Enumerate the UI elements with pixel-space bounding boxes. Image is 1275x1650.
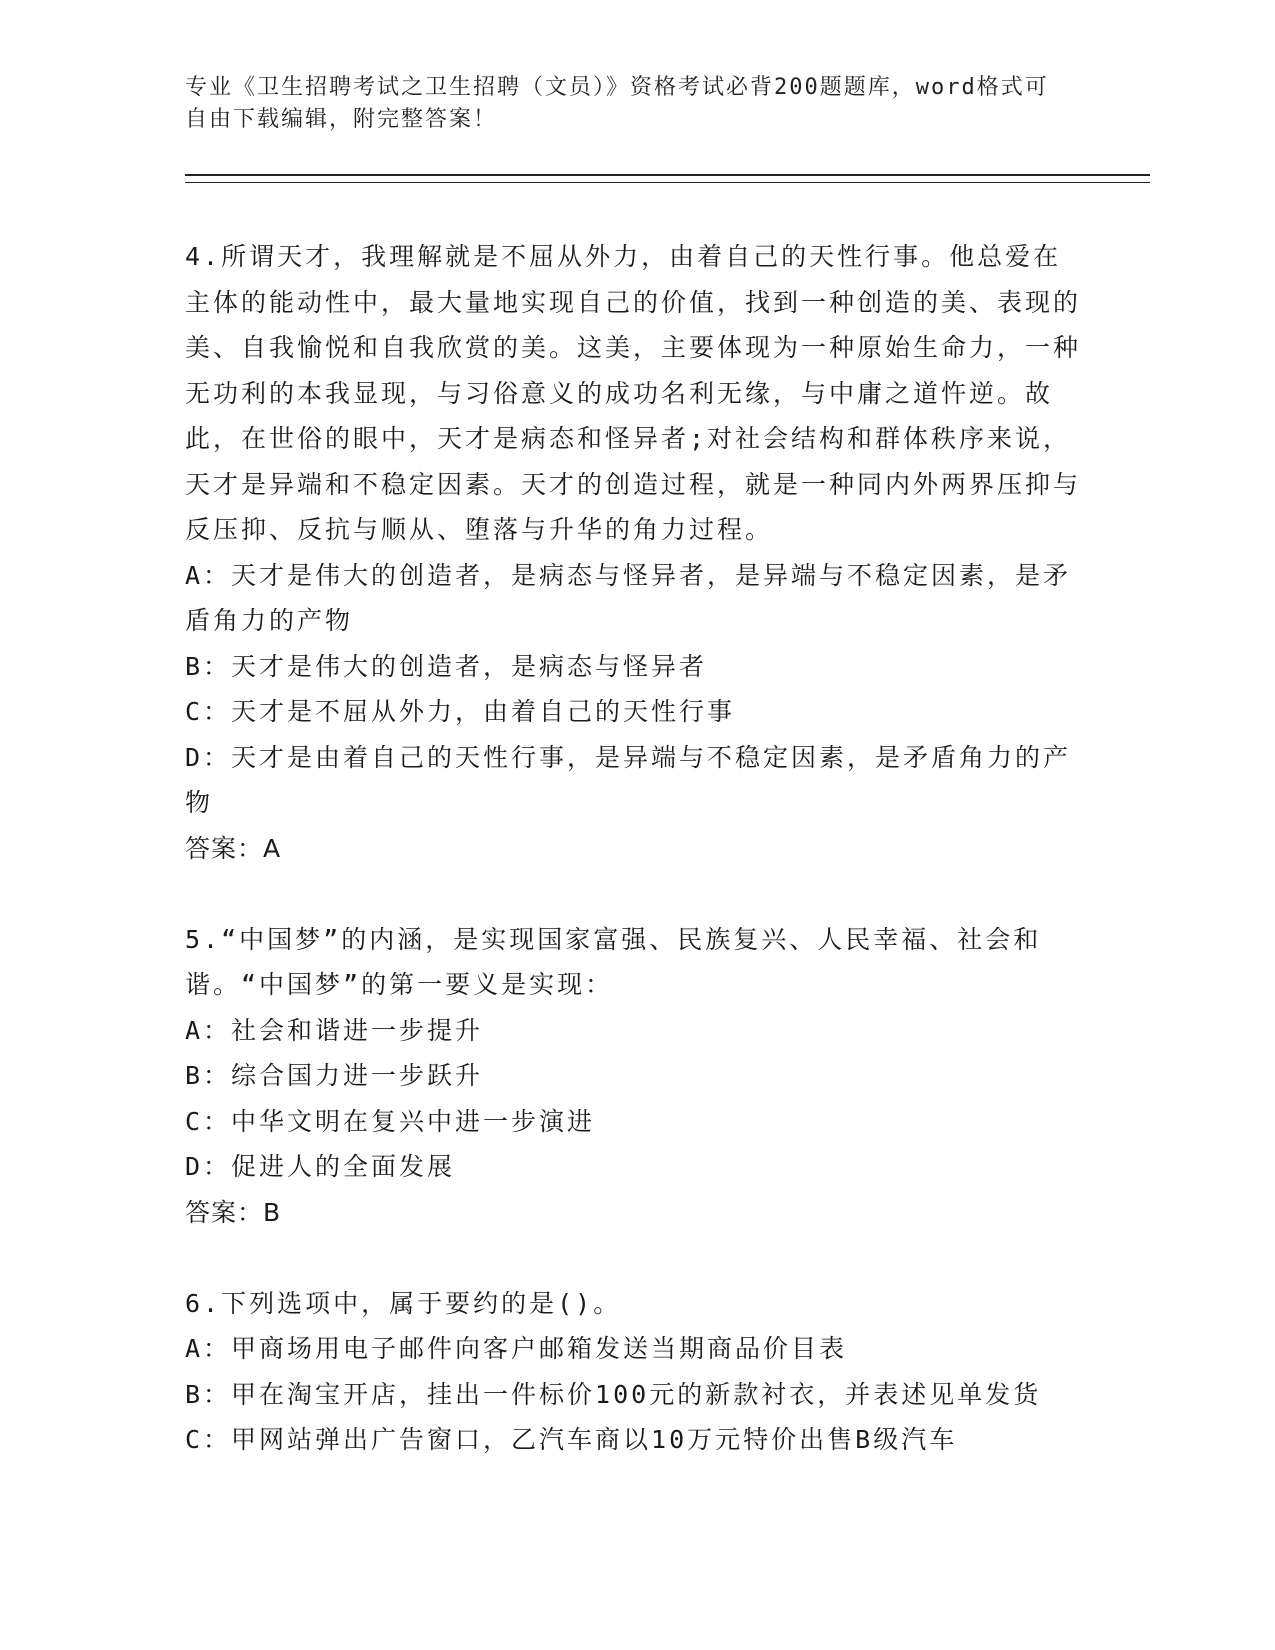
question-text: 6.下列选项中，属于要约的是()。: [185, 1288, 622, 1318]
question-text: 5.“中国梦”的内涵，是实现国家富强、民族复兴、人民幸福、社会和谐。“中国梦”的第一要义是实现：: [185, 924, 1042, 999]
spacer: [185, 1235, 1085, 1281]
option-a: A：甲商场用电子邮件向客户邮箱发送当期商品价目表: [185, 1334, 848, 1363]
option-d: D：天才是由着自己的天性行事，是异端与不稳定因素，是矛盾角力的产物: [185, 742, 1072, 817]
answer-line: 答案：B: [185, 1197, 282, 1227]
question-list: [185, 234, 1085, 1463]
spacer: [185, 871, 1085, 917]
option-d: D：促进人的全面发展: [185, 1152, 456, 1181]
question-6: [185, 1281, 1085, 1463]
option-a: A：社会和谐进一步提升: [185, 1015, 484, 1045]
answer-line: 答案：A: [185, 833, 282, 863]
question-5: [185, 917, 1085, 1236]
option-a: A：天才是伟大的创造者，是病态与怪异者，是异端与不稳定因素，是矛盾角力的产物: [185, 560, 1072, 635]
option-c: C：中华文明在复兴中进一步演进: [185, 1106, 596, 1136]
question-text: 4.所谓天才，我理解就是不屈从外力，由着自己的天性行事。他总爱在主体的能动性中，最大量地实现自己的价值，找到一种创造的美、表现的美、自我愉悦和自我欣赏的美。这美，主要体现为一种原始生命力，一种无功利的本我显现，与习俗意义的成功名利无缘，与中庸之道忤逆。故此，在世俗的眼中，天才是病态和怪异者;对社会结构和群体秩序来说，天才是异端和不稳定因素。天才的创造过程，就是一种同内外两界压抑与反压抑、反抗与顺从、堕落与升华的角力过程。: [185, 242, 1082, 544]
option-c: C：天才是不屈从外力，由着自己的天性行事: [185, 697, 736, 726]
header-divider: [185, 174, 1150, 183]
option-b: B：综合国力进一步跃升: [185, 1061, 484, 1090]
document-header: [185, 72, 1065, 136]
header-text: 专业《卫生招聘考试之卫生招聘（文员）》资格考试必背200题题库，word格式可自由下载编辑，附完整答案！: [185, 75, 1049, 132]
question-4: [185, 234, 1085, 871]
option-c: C：甲网站弹出广告窗口，乙汽车商以10万元特价出售B级汽车: [185, 1425, 958, 1454]
option-b: B：天才是伟大的创造者，是病态与怪异者: [185, 651, 708, 681]
option-b: B：甲在淘宝开店，挂出一件标价100元的新款衬衣，并表述见单发货: [185, 1379, 1042, 1409]
